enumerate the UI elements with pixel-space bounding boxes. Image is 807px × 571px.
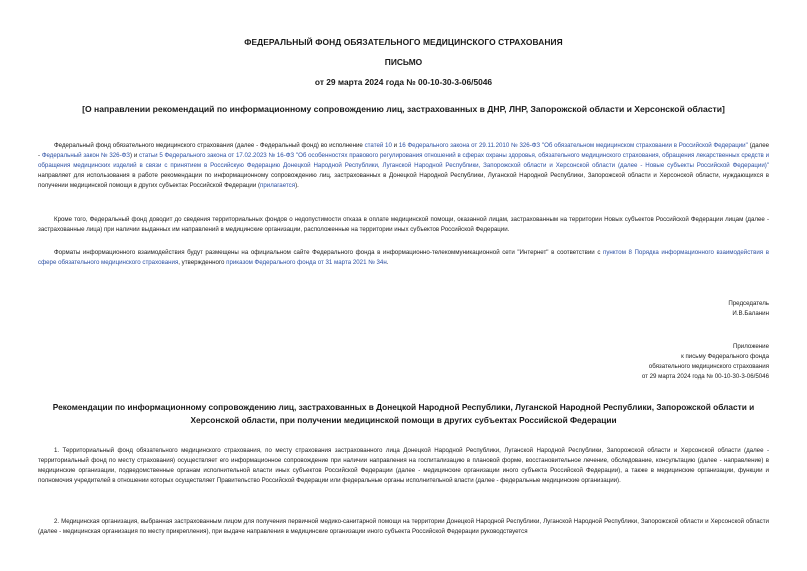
text-fragment: .: [386, 259, 389, 267]
appendix-ref-line: к письму Федерального фонда: [681, 353, 769, 361]
appendix-ref-line: от 29 марта 2024 года № 00-10-30-3-06/5046: [641, 373, 769, 381]
signatory-name: И.В.Баланин: [732, 310, 769, 318]
appendix-label: Приложение: [732, 343, 769, 350]
text-fragment: направляет для использования в работе рекомендации по информационному сопровождению лиц, застрахованных в Донецкой Народной Республики, Луганской Народной Республики, Запорожской области и Херсонской области, нуждающихся в получении медицинской помощи в других субъектах Российской Федерации (: [38, 172, 769, 190]
text-fragment: , утвержденного: [178, 259, 227, 267]
text-fragment: ) и: [130, 152, 140, 160]
link-article-10[interactable]: статей 10: [364, 142, 392, 149]
paragraph-item-1: 1. Территориальный фонд обязательного медицинского страхования, по месту страхования застрахованного лица Донецкой Народной Республики, Луганской Народной Республики, Запорожской области и Херсонской области (далее - территориальный фонд по месту страхования) осуществляет его информационное сопровождение при наличии направления на госпитализацию в плановой форме, восстановительное лечение, обследование, консультацию (далее - направление) в медицинские организации, подведомственные органам исполнительной власти иных субъектов Российской Федерации (далее - медицинские организации иного субъекта Российской Федерации), а также в медицинские организации, функции и полномочия учредителей в отношении которых осуществляет Правительство Российской Федерации или федеральные органы исполнительной власти (далее - федеральные медицинские организации).: [38, 447, 769, 485]
link-law-16[interactable]: статьи 5 Федерального закона от 17.02.2023 № 16-ФЗ "Об особенностях правового регулирования отношений в сферах охраны здоровья, обязательного медицинского страхования, обращения лекарственных средств и обращения медицинских изделий в связи с принятием в Российскую Федерацию Донецкой Народной Республики, Луганской Народной Республики, Запорожской области и Херсонской области (далее - Новые субъекты Российской Федерации)": [38, 152, 770, 170]
link-law-326[interactable]: 16 Федерального закона от 29.11.2010 № 326-ФЗ "Об обязательном медицинском страховании в Российской Федерации": [398, 142, 748, 149]
document-type: ПИСЬМО: [384, 57, 423, 67]
paragraph-formats: [38, 248, 769, 268]
link-order-34n[interactable]: приказом Федерального фонда от 31 марта 2021 № 34н: [226, 259, 387, 267]
paragraph-payment-refusal: Кроме того, Федеральный фонд доводит до сведения территориальных фондов о недопустимости отказа в оплате медицинской помощи, оказанной лицам, застрахованным на территории Новых субъектов Российской Федерации лицам (далее - застрахованные лица) при наличии выданных им направлений в медицинские организации, расположенные на территории иных субъектов Российской Федерации.: [38, 216, 769, 234]
paragraph-intro: [38, 141, 769, 191]
link-law-326-short[interactable]: Федеральный закон № 326-ФЗ: [41, 152, 131, 160]
document-date-number: от 29 марта 2024 года № 00-10-30-3-06/5046: [314, 77, 493, 87]
text-fragment: (далее -: [38, 142, 770, 160]
signature-block: [728, 299, 769, 319]
link-procedure-point-8[interactable]: пунктом 8 Порядка информационного взаимодействия в сфере обязательного медицинского страхования: [38, 249, 769, 267]
text-fragment: Форматы информационного взаимодействия будут размещены на официальном сайте Федерального фонда в информационно-телекоммуникационной сети "Интернет" в соответствии с: [54, 249, 603, 256]
link-attachment[interactable]: прилагается: [260, 182, 296, 190]
text-fragment: Федеральный фонд обязательного медицинского страхования (далее - Федеральный фонд) во исполнение: [54, 142, 365, 149]
recommendations-title: Рекомендации по информационному сопровождению лиц, застрахованных в Донецкой Народной Республики, Луганской Народной Республики, Запорожской области и Херсонской области, при получении медицинской помощи в других субъектах Российской Федерации: [52, 402, 755, 425]
appendix-block: [642, 342, 769, 382]
appendix-ref-line: обязательного медицинского страхования: [648, 363, 769, 371]
text-fragment: ).: [295, 182, 299, 190]
text-fragment: и: [391, 142, 399, 149]
document-subject: [О направлении рекомендаций по информационному сопровождению лиц, застрахованных в ДНР, ЛНР, Запорожской области и Херсонской области]: [82, 104, 725, 114]
paragraph-item-2: 2. Медицинская организация, выбранная застрахованным лицом для получения первичной медико-санитарной помощи на территории Донецкой Народной Республики, Луганской Народной Республики, Запорожской области и Херсонской области (далее - медицинская организация по месту прикрепления), при выдаче направления в медицинские организации иного субъекта Российской Федерации руководствуется: [38, 518, 769, 536]
signatory-position: Председатель: [728, 300, 769, 307]
organization-name: ФЕДЕРАЛЬНЫЙ ФОНД ОБЯЗАТЕЛЬНОГО МЕДИЦИНСКОГО СТРАХОВАНИЯ: [244, 37, 563, 47]
